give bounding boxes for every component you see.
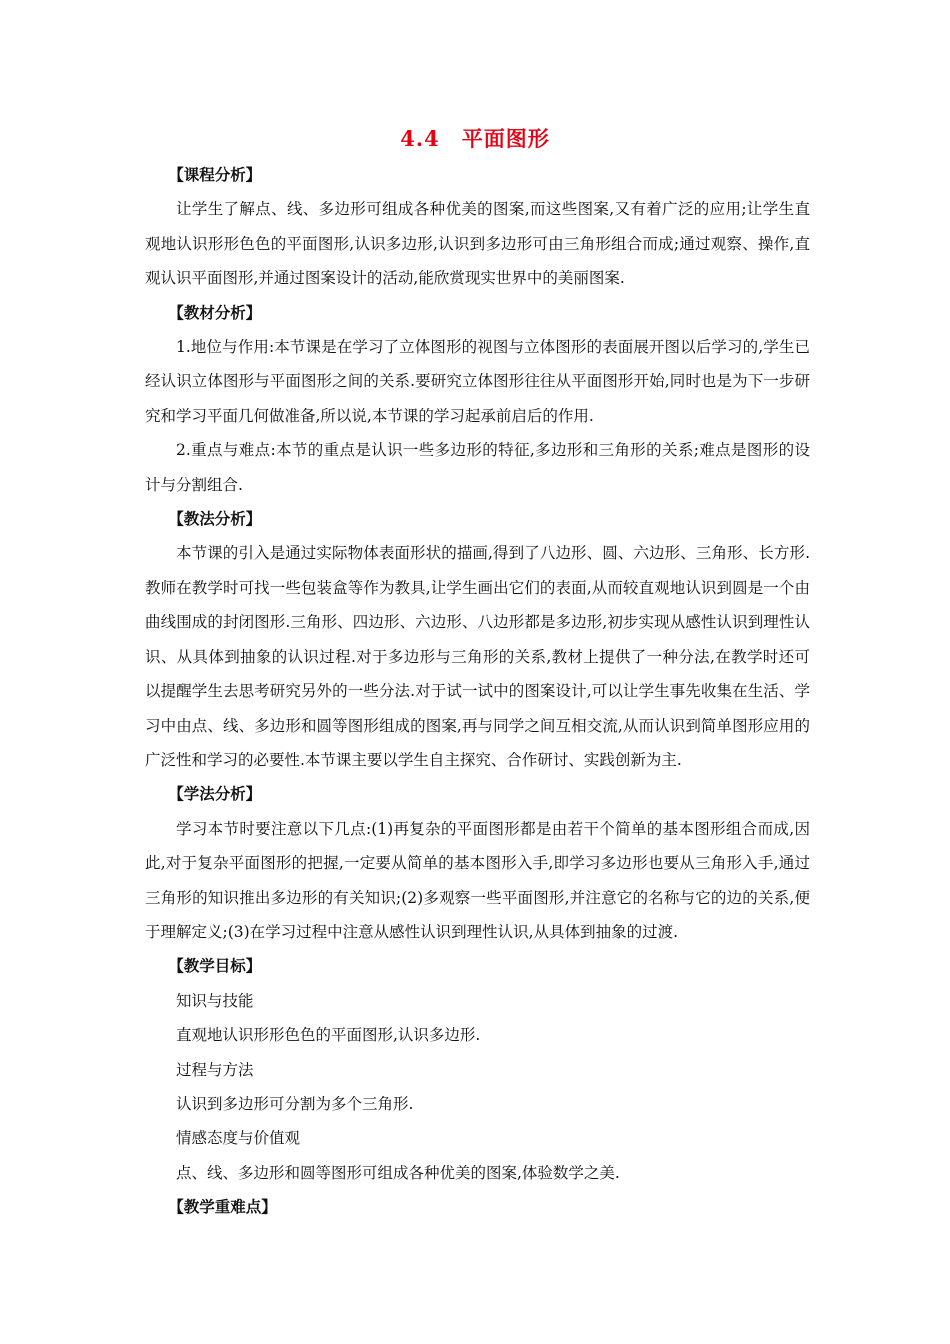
- document-body: [145, 158, 810, 1225]
- paragraph-teaching-method: 本节课的引入是通过实际物体表面形状的描画,得到了八边形、圆、六边形、三角形、长方形.教师在教学时可找一些包装盒等作为教具,让学生画出它们的表面,从而较直观地认识到圆是一个由曲线围成的封闭图形.三角形、四边形、六边形、八边形都是多边形,初步实现从感性认识到理性认识、从具体到抽象的认识过程.对于多边形与三角形的关系,教材上提供了一种分法,在教学时还可以提醒学生去思考研究另外的一些分法.对于试一试中的图案设计,可以让学生事先收集在生活、学习中由点、线、多边形和圆等图形组成的图案,再与同学之间互相交流,从而认识到简单图形应用的广泛性和学习的必要性.本节课主要以学生自主探究、合作研讨、实践创新为主.: [145, 544, 810, 769]
- goal-label-process: 过程与方法: [176, 1060, 254, 1079]
- section-heading-teaching-goals: 【教学目标】: [168, 956, 262, 976]
- paragraph-course-analysis: 让学生了解点、线、多边形可组成各种优美的图案,而这些图案,又有着广泛的应用;让学生直观地认识形形色色的平面图形,认识多边形,认识到多边形可由三角形组合而成;通过观察、操作,直观认识平面图形,并通过图案设计的活动,能欣赏现实世界中的美丽图案.: [145, 200, 810, 288]
- page-title: 4.4 平面图形: [400, 126, 550, 151]
- goal-label-knowledge: 知识与技能: [176, 991, 254, 1010]
- section-heading-teaching-method: 【教法分析】: [168, 509, 262, 529]
- section-heading-learning-method: 【学法分析】: [168, 784, 262, 804]
- paragraph-role: 1.地位与作用:本节课是在学习了立体图形的视图与立体图形的表面展开图以后学习的,学生已经认识立体图形与平面图形之间的关系.要研究立体图形往往从平面图形开始,同时也是为下一步研究和学习平面几何做准备,所以说,本节课的学习起承前启后的作用.: [145, 338, 810, 425]
- section-heading-textbook-analysis: 【教材分析】: [168, 302, 262, 322]
- paragraph-learning-method: 学习本节时要注意以下几点:(1)再复杂的平面图形都是由若干个简单的基本图形组合而成,因此,对于复杂平面图形的把握,一定要从简单的基本图形入手,即学习多边形也要从三角形入手,通过三角形的知识推出多边形的有关知识;(2)多观察一些平面图形,并注意它的名称与它的边的关系,便于理解定义;(3)在学习过程中注意从感性认识到理性认识,从具体到抽象的过渡.: [145, 819, 810, 941]
- paragraph-key-points: 2.重点与难点:本节的重点是认识一些多边形的特征,多边形和三角形的关系;难点是图形的设计与分割组合.: [145, 441, 810, 494]
- section-heading-key-difficulties: 【教学重难点】: [168, 1197, 277, 1217]
- goal-text-attitude: 点、线、多边形和圆等图形可组成各种优美的图案,体验数学之美.: [176, 1163, 620, 1182]
- goal-text-process: 认识到多边形可分割为多个三角形.: [176, 1094, 414, 1113]
- section-heading-course-analysis: 【课程分析】: [168, 165, 262, 184]
- goal-label-attitude: 情感态度与价值观: [176, 1129, 301, 1148]
- goal-text-knowledge: 直观地认识形形色色的平面图形,认识多边形.: [176, 1026, 481, 1045]
